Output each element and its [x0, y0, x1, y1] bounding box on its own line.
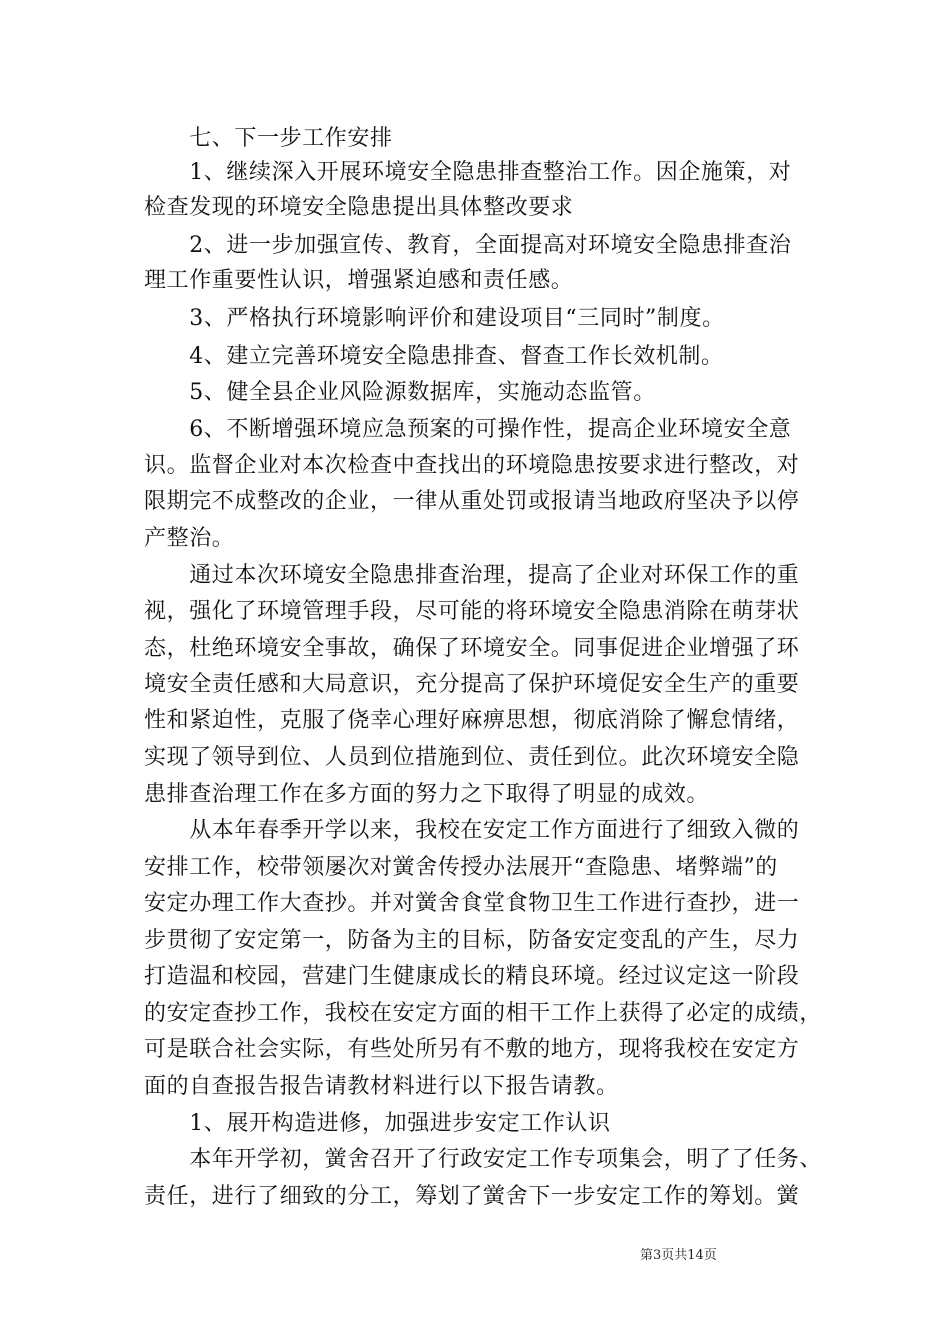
text-line: 安排工作，校带领屡次对黉舍传授办法展开“查隐患、堵弊端”的	[144, 855, 778, 880]
text-line: 通过本次环境安全隐患排查治理，提高了企业对环保工作的重	[144, 563, 800, 588]
text-line: 4、建立完善环境安全隐患排查、督查工作长效机制。	[144, 344, 724, 369]
text-line: 6、不断增强环境应急预案的可操作性，提高企业环境安全意	[144, 417, 792, 442]
text-line: 从本年春季开学以来，我校在安定工作方面进行了细致入微的	[144, 818, 800, 843]
text-line: 境安全责任感和大局意识，充分提高了保护环境促安全生产的重要	[144, 672, 800, 697]
text-line: 安定办理工作大查抄。并对黉舍食堂食物卫生工作进行查抄，进一	[144, 891, 800, 916]
text-line: 5、健全县企业风险源数据库，实施动态监管。	[144, 380, 656, 405]
text-line: 性和紧迫性，克服了侥幸心理好麻痹思想，彻底消除了懈怠情绪，	[144, 708, 800, 733]
text-line: 责任，进行了细致的分工，筹划了黉舍下一步安定工作的筹划。黉	[144, 1184, 800, 1209]
text-line: 识。监督企业对本次检查中查找出的环境隐患按要求进行整改，对	[144, 453, 800, 478]
text-line: 限期完不成整改的企业，一律从重处罚或报请当地政府坚决予以停	[144, 489, 800, 514]
text-line: 态，杜绝环境安全事故，确保了环境安全。同事促进企业增强了环	[144, 636, 800, 661]
text-line: 七、下一步工作安排	[144, 126, 393, 151]
text-line: 实现了领导到位、人员到位措施到位、责任到位。此次环境安全隐	[144, 745, 800, 770]
text-line: 的安定查抄工作，我校在安定方面的相干工作上获得了必定的成绩，	[144, 1001, 823, 1026]
text-line: 检查发现的环境安全隐患提出具体整改要求	[144, 195, 574, 220]
text-line: 1、继续深入开展环境安全隐患排查整治工作。因企施策，对	[144, 160, 792, 185]
text-line: 本年开学初，黉舍召开了行政安定工作专项集会，明了了任务、	[144, 1147, 823, 1172]
text-line: 患排查治理工作在多方面的努力之下取得了明显的成效。	[144, 782, 710, 807]
text-line: 3、严格执行环境影响评价和建设项目“三同时”制度。	[144, 306, 725, 331]
text-line: 理工作重要性认识，增强紧迫感和责任感。	[144, 268, 574, 293]
text-line: 视，强化了环境管理手段，尽可能的将环境安全隐患消除在萌芽状	[144, 599, 800, 624]
text-line: 可是联合社会实际，有些处所另有不敷的地方，现将我校在安定方	[144, 1037, 800, 1062]
page-number: 第3页共14页	[640, 1248, 717, 1263]
text-line: 2、进一步加强宣传、教育，全面提高对环境安全隐患排查治	[144, 233, 792, 258]
text-line: 产整治。	[144, 526, 235, 551]
text-line: 面的自查报告报告请教材料进行以下报告请教。	[144, 1074, 619, 1099]
text-line: 步贯彻了安定第一，防备为主的目标，防备安定变乱的产生，尽力	[144, 928, 800, 953]
text-line: 1、展开构造进修，加强进步安定工作认识	[144, 1111, 611, 1136]
text-line: 打造温和校园，营建门生健康成长的精良环境。经过议定这一阶段	[144, 964, 800, 989]
